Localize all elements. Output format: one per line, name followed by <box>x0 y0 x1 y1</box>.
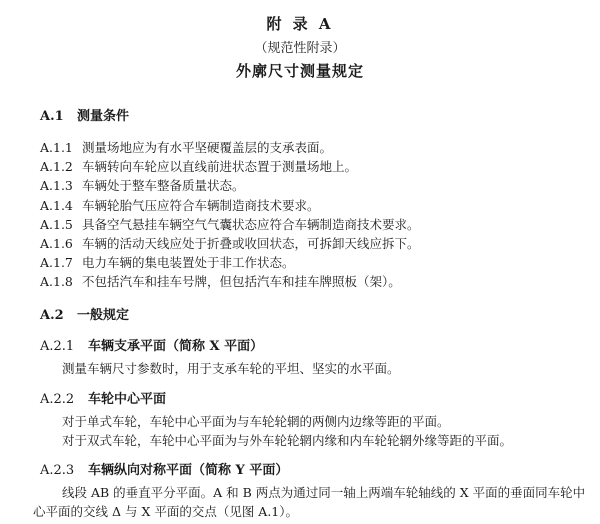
list-item <box>40 196 320 214</box>
subsection-title: 车辆纵向对称平面（简称 Y 平面） <box>88 463 289 478</box>
appendix-heading: 外廓尺寸测量规定 <box>235 62 364 80</box>
section-number: A.1 <box>40 109 64 124</box>
subsection-number: A.2.3 <box>40 463 75 478</box>
subsection-title: 车辆支承平面（简称 X 平面） <box>88 339 264 354</box>
subsection-number: A.2.2 <box>40 392 75 407</box>
subsection-number: A.2.1 <box>40 339 75 354</box>
subsection-a21-heading <box>40 335 263 354</box>
subsection-a23-heading <box>40 459 288 478</box>
item-text: 车辆转向车轮应以直线前进状态置于测量场地上。 <box>82 159 358 174</box>
list-item <box>40 215 420 233</box>
item-number: A.1.6 <box>40 236 73 251</box>
section-title: 测量条件 <box>77 109 130 124</box>
item-text: 车辆处于整车整备质量状态。 <box>82 178 245 193</box>
item-number: A.1.3 <box>40 178 73 193</box>
item-number: A.1.4 <box>40 198 73 213</box>
paragraph: 对于双式车轮，车轮中心平面为与外车轮轮辋内缘和内车轮轮辋外缘等距的平面。 <box>62 433 513 448</box>
item-number: A.1.8 <box>40 274 73 289</box>
section-a1-heading <box>40 105 129 124</box>
paragraph: 心平面的交线 Δ 与 X 平面的交点（见图 A.1）。 <box>33 504 298 519</box>
list-item <box>40 253 295 271</box>
item-number: A.1.1 <box>40 140 73 155</box>
appendix-title: 附 录 A <box>266 15 334 33</box>
paragraph: 测量车辆尺寸参数时，用于支承车轮的平坦、坚实的水平面。 <box>62 361 400 376</box>
item-text: 测量场地应为有水平坚硬覆盖层的支承表面。 <box>82 140 333 155</box>
list-item <box>40 234 420 252</box>
section-number: A.2 <box>40 308 64 323</box>
item-text: 车辆的活动天线应处于折叠或收回状态，可拆卸天线应拆下。 <box>82 236 420 251</box>
item-number: A.1.7 <box>40 255 73 270</box>
subsection-a22-heading <box>40 388 166 407</box>
item-number: A.1.2 <box>40 159 73 174</box>
paragraph: 线段 AB 的垂直平分平面。A 和 B 两点为通过同一轴上两端车轮轴线的 X 平面的垂面同车轮中 <box>62 485 586 500</box>
item-text: 电力车辆的集电装置处于非工作状态。 <box>82 255 295 270</box>
list-item <box>40 138 332 156</box>
list-item <box>40 176 245 194</box>
appendix-subtitle: （规范性附录） <box>254 41 346 56</box>
item-text: 具备空气悬挂车辆空气气囊状态应符合车辆制造商技术要求。 <box>82 217 420 232</box>
subsection-title: 车轮中心平面 <box>88 392 167 407</box>
item-text: 不包括汽车和挂车号牌，但包括汽车和挂车牌照板（架）。 <box>82 274 401 289</box>
list-item <box>40 157 357 175</box>
item-number: A.1.5 <box>40 217 73 232</box>
section-a2-heading <box>40 304 129 323</box>
list-item <box>40 272 401 290</box>
item-text: 车辆轮胎气压应符合车辆制造商技术要求。 <box>82 198 320 213</box>
section-title: 一般规定 <box>77 308 130 323</box>
paragraph: 对于单式车轮，车轮中心平面为与车轮轮辋的两侧内边缘等距的平面。 <box>62 414 450 429</box>
